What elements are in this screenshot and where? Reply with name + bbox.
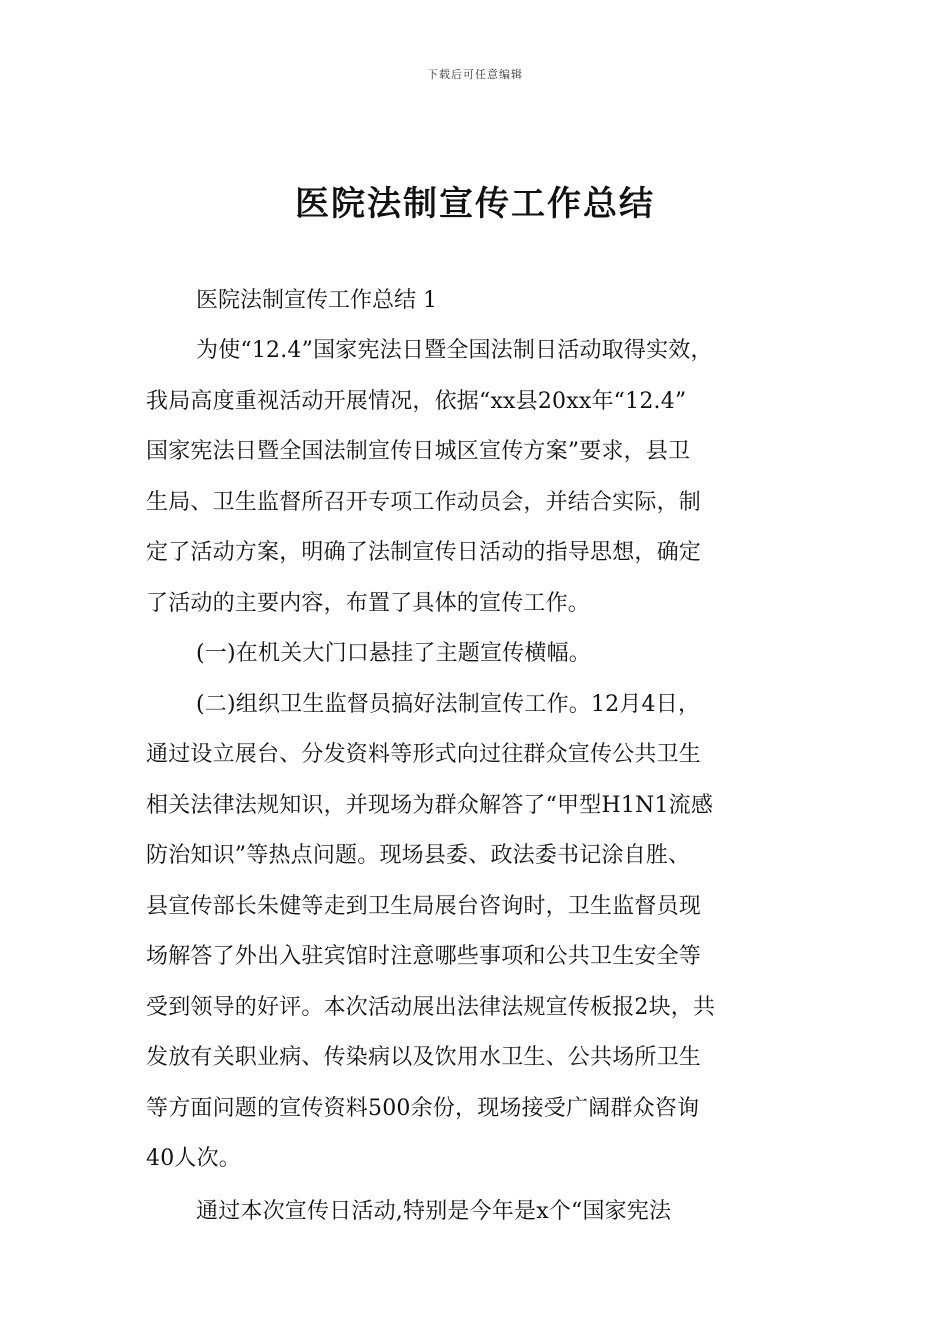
paragraph-line: 场解答了外出入驻宾馆时注意哪些事项和公共卫生安全等	[146, 944, 702, 969]
document-title: 医院法制宣传工作总结	[295, 184, 655, 224]
header-note: 下载后可任意编辑	[427, 68, 523, 81]
section-subheading: 医院法制宣传工作总结 1	[196, 288, 437, 313]
paragraph-line: 通过设立展台、分发资料等形式向过往群众宣传公共卫生	[146, 742, 702, 767]
paragraph-line: 定了活动方案，明确了法制宣传日活动的指导思想，确定	[146, 540, 702, 565]
paragraph-line: 防治知识”等热点问题。现场县委、政法委书记涂自胜、	[146, 843, 691, 868]
paragraph-1	[146, 326, 806, 629]
paragraph-line: 了活动的主要内容，布置了具体的宣传工作。	[146, 590, 591, 616]
paragraph-line: 受到领导的好评。本次活动展出法律法规宣传板报2块，共	[146, 994, 716, 1020]
paragraph-line: (一)在机关大门口悬挂了主题宣传横幅。	[196, 641, 591, 666]
paragraph-line: 相关法律法规知识，并现场为群众解答了“甲型H1N1流感	[146, 792, 714, 818]
paragraph-line: 为使“12.4”国家宪法日暨全国法制日活动取得实效，	[196, 338, 713, 363]
paragraph-2	[146, 629, 806, 680]
paragraph-line: 生局、卫生监督所召开专项工作动员会，并结合实际，制	[146, 489, 702, 515]
paragraph-3	[146, 680, 806, 1185]
paragraph-line: 40人次。	[146, 1146, 241, 1171]
document-body	[146, 276, 806, 1237]
paragraph-line: 县宣传部长朱健等走到卫生局展台咨询时，卫生监督员现	[146, 893, 702, 919]
paragraph-line: 等方面问题的宣传资料500余份，现场接受广阔群众咨询	[146, 1095, 700, 1121]
paragraph-4	[146, 1187, 806, 1238]
paragraph-line: (二)组织卫生监督员搞好法制宣传工作。12月4日，	[196, 691, 701, 717]
paragraph-line: 通过本次宣传日活动,特别是今年是x个“国家宪法	[196, 1198, 672, 1224]
paragraph-line: 国家宪法日暨全国法制宣传日城区宣传方案”要求，县卫	[146, 439, 691, 464]
paragraph-line: 我局高度重视活动开展情况，依据“xx县20xx年“12.4”	[146, 388, 687, 414]
paragraph-line: 发放有关职业病、传染病以及饮用水卫生、公共场所卫生	[146, 1045, 702, 1070]
